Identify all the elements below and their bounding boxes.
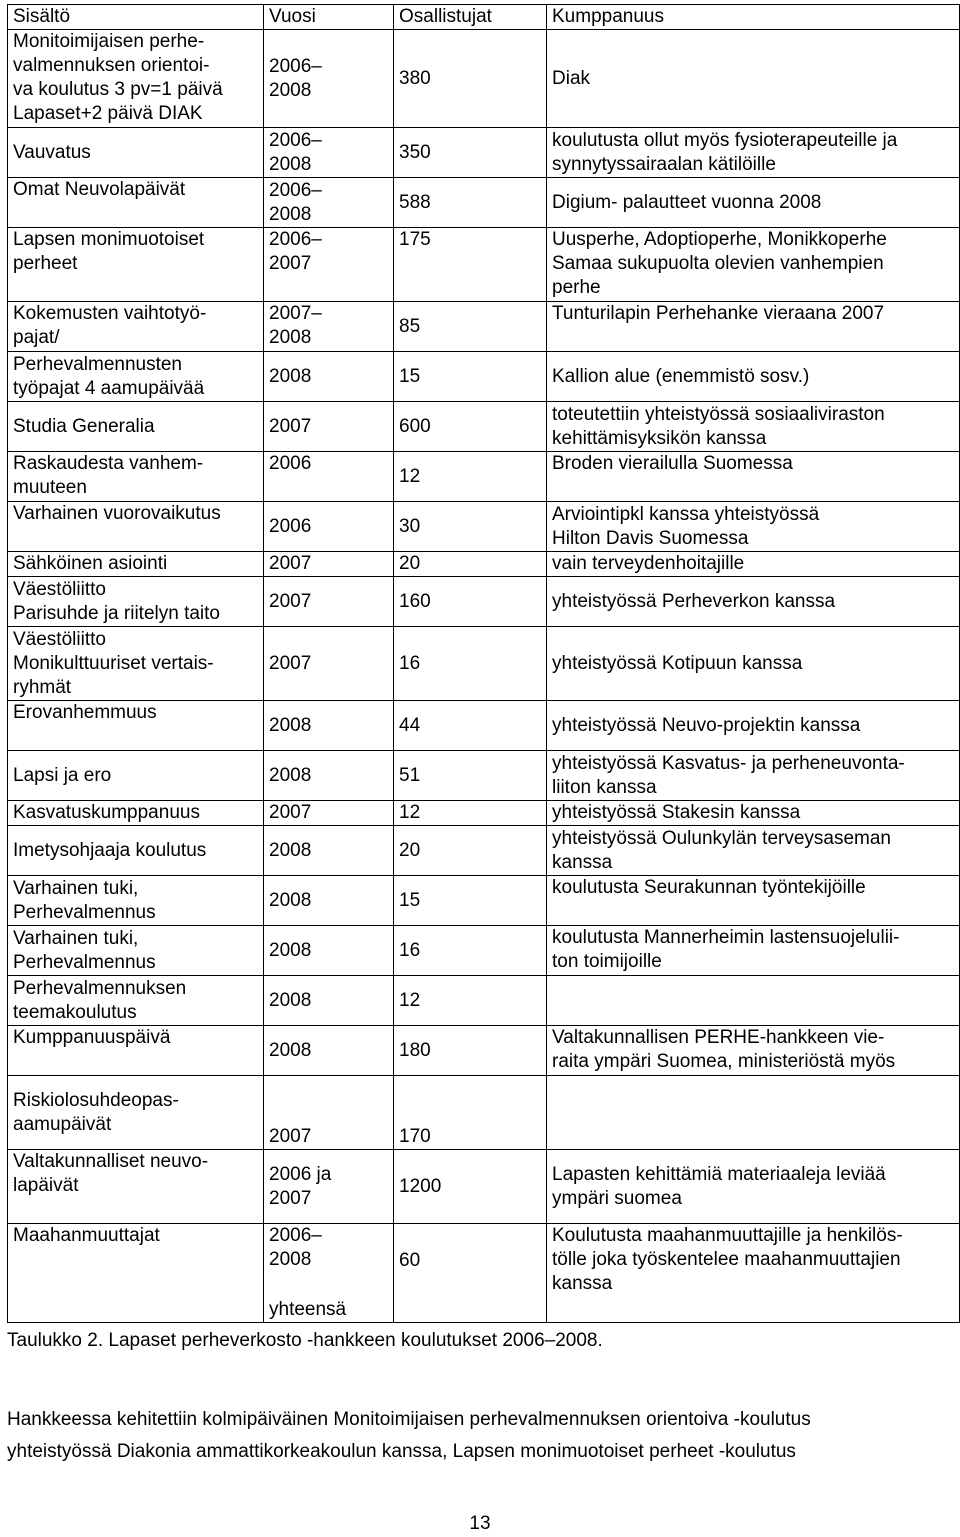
trainings-table — [7, 4, 960, 1323]
cell-partner: Kallion alue (enemmistö sosv.) — [547, 352, 960, 402]
table-row — [8, 402, 960, 452]
table-caption: Taulukko 2. Lapaset perheverkosto -hankkeen koulutukset 2006–2008. — [7, 1330, 603, 1351]
table-row — [8, 302, 960, 352]
table-header-row — [8, 5, 960, 30]
cell-content: Kokemusten vaihtotyö- pajat/ — [8, 302, 264, 352]
table-row — [8, 452, 960, 502]
table-row — [8, 228, 960, 302]
cell-participants: 588 — [394, 178, 547, 228]
cell-participants — [394, 1298, 547, 1323]
cell-content: Vauvatus — [8, 128, 264, 178]
total-label: yhteensä — [264, 1298, 394, 1323]
cell-participants: 30 — [394, 502, 547, 552]
cell-participants: 380 — [394, 30, 547, 128]
cell-partner: koulutusta Mannerheimin lastensuojelulii- ton toimijoille — [547, 926, 960, 976]
cell-partner: yhteistyössä Perheverkon kanssa — [547, 577, 960, 627]
table-row — [8, 128, 960, 178]
cell-year: 2008 — [264, 751, 394, 801]
header-cell-partner: Kumppanuus — [547, 5, 960, 30]
cell-year: 2008 — [264, 826, 394, 876]
cell-year: 2007– 2008 — [264, 302, 394, 352]
cell-participants: 160 — [394, 577, 547, 627]
cell-content — [8, 1298, 264, 1323]
table-row — [8, 178, 960, 228]
cell-partner: vain terveydenhoitajille — [547, 552, 960, 577]
cell-participants: 12 — [394, 976, 547, 1026]
cell-partner: Valtakunnallisen PERHE-hankkeen vie- raita ympäri Suomea, ministeriöstä myös — [547, 1026, 960, 1076]
paragraph-line: Hankkeessa kehitettiin kolmipäiväinen Monitoimijaisen perhevalmennuksen orientoiva -koulutus — [7, 1409, 811, 1430]
header-cell-content: Sisältö — [8, 5, 264, 30]
table-row — [8, 30, 960, 128]
cell-partner — [547, 1076, 960, 1150]
cell-year: 2006– 2008 — [264, 128, 394, 178]
cell-year: 2006– 2007 — [264, 228, 394, 302]
cell-year: 2006 — [264, 452, 394, 502]
cell-participants: 51 — [394, 751, 547, 801]
cell-content: Lapsen monimuotoiset perheet — [8, 228, 264, 302]
table-row — [8, 926, 960, 976]
cell-participants: 15 — [394, 352, 547, 402]
cell-content: Sähköinen asiointi — [8, 552, 264, 577]
cell-year: 2006– 2008 — [264, 30, 394, 128]
cell-year: 2008 — [264, 701, 394, 751]
cell-content: Valtakunnalliset neuvo- lapäivät — [8, 1150, 264, 1224]
table-row — [8, 801, 960, 826]
table-row — [8, 502, 960, 552]
cell-content: Monitoimijaisen perhe- valmennuksen orientoi- va koulutus 3 pv=1 päivä Lapaset+2 päivä DIAK — [8, 30, 264, 128]
cell-participants: 175 — [394, 228, 547, 302]
cell-partner: yhteistyössä Kotipuun kanssa — [547, 627, 960, 701]
cell-participants: 12 — [394, 801, 547, 826]
header-cell-participants: Osallistujat — [394, 5, 547, 30]
cell-partner: Tunturilapin Perhehanke vieraana 2007 — [547, 302, 960, 352]
cell-content: Varhainen tuki, Perhevalmennus — [8, 926, 264, 976]
cell-partner: Diak — [547, 30, 960, 128]
header-cell-year: Vuosi — [264, 5, 394, 30]
cell-participants: 20 — [394, 826, 547, 876]
cell-year: 2008 — [264, 876, 394, 926]
cell-partner: Broden vierailulla Suomessa — [547, 452, 960, 502]
cell-partner: Digium- palautteet vuonna 2008 — [547, 178, 960, 228]
table-row — [8, 577, 960, 627]
cell-partner: yhteistyössä Neuvo-projektin kanssa — [547, 701, 960, 751]
cell-partner: Uusperhe, Adoptioperhe, Monikkoperhe Samaa sukupuolta olevien vanhempien perhe — [547, 228, 960, 302]
cell-year: 2006 ja 2007 — [264, 1150, 394, 1224]
table-row — [8, 826, 960, 876]
table-total-row — [8, 1298, 960, 1323]
cell-partner: koulutusta ollut myös fysioterapeuteille ja synnytyssairaalan kätilöille — [547, 128, 960, 178]
cell-participants: 15 — [394, 876, 547, 926]
cell-content: Raskaudesta vanhem- muuteen — [8, 452, 264, 502]
cell-content: Imetysohjaaja koulutus — [8, 826, 264, 876]
cell-content: Kumppanuuspäivä — [8, 1026, 264, 1076]
cell-year: 2007 — [264, 627, 394, 701]
cell-year: 2007 — [264, 577, 394, 627]
cell-year: 2007 — [264, 552, 394, 577]
cell-participants: 16 — [394, 926, 547, 976]
cell-content: Varhainen vuorovaikutus — [8, 502, 264, 552]
table-row — [8, 1224, 960, 1298]
cell-participants: 1200 — [394, 1150, 547, 1224]
table-row — [8, 701, 960, 751]
cell-content: Perhevalmennuksen teemakoulutus — [8, 976, 264, 1026]
table-row — [8, 751, 960, 801]
cell-partner: koulutusta Seurakunnan työntekijöille — [547, 876, 960, 926]
table-row — [8, 876, 960, 926]
cell-partner: toteutettiin yhteistyössä sosiaaliviraston kehittämisyksikön kanssa — [547, 402, 960, 452]
cell-participants: 12 — [394, 452, 547, 502]
table-row — [8, 552, 960, 577]
cell-participants: 170 — [394, 1076, 547, 1150]
page-number: 13 — [469, 1513, 491, 1534]
cell-year: 2007 — [264, 1076, 394, 1150]
cell-content: Väestöliitto Monikulttuuriset vertais- ryhmät — [8, 627, 264, 701]
cell-participants: 600 — [394, 402, 547, 452]
cell-content: Omat Neuvolapäivät — [8, 178, 264, 228]
cell-year: 2008 — [264, 926, 394, 976]
table-row — [8, 627, 960, 701]
table-row — [8, 1026, 960, 1076]
table-row — [8, 352, 960, 402]
cell-partner: yhteistyössä Oulunkylän terveysaseman kanssa — [547, 826, 960, 876]
cell-partner — [547, 1298, 960, 1323]
cell-partner: yhteistyössä Stakesin kanssa — [547, 801, 960, 826]
cell-participants: 60 — [394, 1224, 547, 1298]
cell-content: Studia Generalia — [8, 402, 264, 452]
cell-partner: Koulutusta maahanmuuttajille ja henkilös- tölle joka työskentelee maahanmuuttajien kanssa — [547, 1224, 960, 1298]
cell-participants: 85 — [394, 302, 547, 352]
cell-content: Erovanhemmuus — [8, 701, 264, 751]
cell-participants: 44 — [394, 701, 547, 751]
cell-year: 2007 — [264, 801, 394, 826]
cell-partner: yhteistyössä Kasvatus- ja perheneuvonta- liiton kanssa — [547, 751, 960, 801]
paragraph-line: yhteistyössä Diakonia ammattikorkeakoulun kanssa, Lapsen monimuotoiset perheet -koulutus — [7, 1441, 796, 1462]
cell-content: Maahanmuuttajat — [8, 1224, 264, 1298]
cell-year: 2006 — [264, 502, 394, 552]
cell-partner: Arviointipkl kanssa yhteistyössä Hilton Davis Suomessa — [547, 502, 960, 552]
cell-content: Perhevalmennusten työpajat 4 aamupäivää — [8, 352, 264, 402]
cell-content: Väestöliitto Parisuhde ja riitelyn taito — [8, 577, 264, 627]
cell-year: 2007 — [264, 402, 394, 452]
cell-partner — [547, 976, 960, 1026]
cell-participants: 16 — [394, 627, 547, 701]
table-row — [8, 976, 960, 1026]
body-paragraph — [7, 1404, 952, 1468]
cell-content: Riskiolosuhdeopas- aamupäivät — [8, 1076, 264, 1150]
cell-participants: 20 — [394, 552, 547, 577]
cell-content: Varhainen tuki, Perhevalmennus — [8, 876, 264, 926]
cell-content: Lapsi ja ero — [8, 751, 264, 801]
table-row — [8, 1150, 960, 1224]
cell-year: 2008 — [264, 352, 394, 402]
cell-year: 2006– 2008 — [264, 178, 394, 228]
table-row — [8, 1076, 960, 1150]
cell-partner: Lapasten kehittämiä materiaaleja leviää ympäri suomea — [547, 1150, 960, 1224]
cell-participants: 180 — [394, 1026, 547, 1076]
cell-year: 2006– 2008 — [264, 1224, 394, 1298]
cell-year: 2008 — [264, 976, 394, 1026]
cell-year: 2008 — [264, 1026, 394, 1076]
cell-participants: 350 — [394, 128, 547, 178]
cell-content: Kasvatuskumppanuus — [8, 801, 264, 826]
